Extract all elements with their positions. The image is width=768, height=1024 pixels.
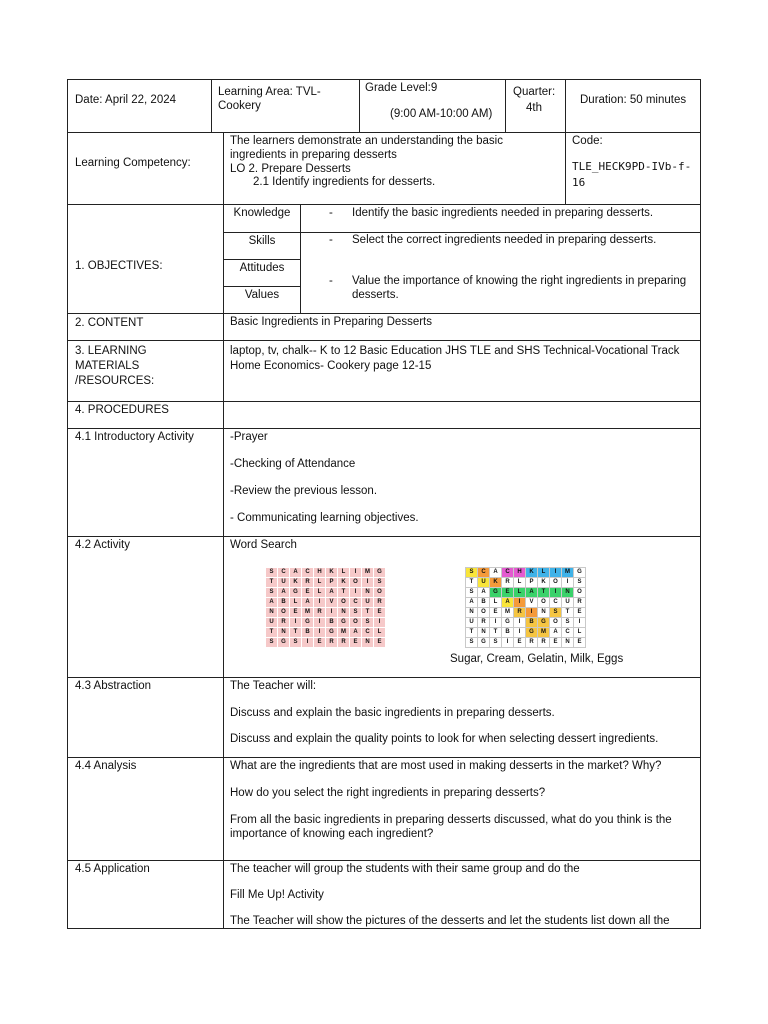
word-search-cell: A	[490, 568, 502, 578]
word-search-cell: G	[374, 568, 386, 578]
word-search-puzzle	[265, 567, 386, 648]
word-search-cell: O	[350, 578, 362, 588]
content-text: Basic Ingredients in Preparing Desserts	[230, 316, 432, 328]
word-search-cell: G	[490, 588, 502, 598]
word-search-row	[466, 638, 586, 648]
procedures-label: 4. PROCEDURES	[75, 404, 169, 416]
word-search-cell: I	[314, 598, 326, 608]
word-search-cell: A	[466, 598, 478, 608]
word-search-cell: O	[574, 588, 586, 598]
word-search-cell: R	[478, 618, 490, 628]
word-search-cell: T	[538, 588, 550, 598]
word-search-row	[466, 588, 586, 598]
word-search-cell: T	[266, 628, 278, 638]
word-search-cell: E	[574, 608, 586, 618]
word-search-cell: S	[266, 638, 278, 648]
word-search-cell: C	[302, 568, 314, 578]
word-search-cell: E	[514, 638, 526, 648]
word-search-cell: B	[302, 628, 314, 638]
word-search-cell: G	[478, 638, 490, 648]
word-search-cell: S	[562, 618, 574, 628]
abstraction-line: Discuss and explain the basic ingredients in preparing desserts.	[230, 707, 555, 719]
word-search-cell: G	[538, 618, 550, 628]
word-search-cell: A	[302, 598, 314, 608]
word-search-cell: K	[338, 578, 350, 588]
materials-text: laptop, tv, chalk-- K to 12 Basic Education JHS TLE and SHS Technical-Vocational Track Home Economics- Cookery page 12-15	[230, 345, 680, 372]
word-search-cell: C	[278, 568, 290, 578]
word-search-cell: T	[362, 608, 374, 618]
word-search-cell: O	[374, 588, 386, 598]
word-search-cell: I	[502, 638, 514, 648]
objectives-label: 1. OBJECTIVES:	[75, 260, 163, 272]
values-dash: -	[329, 275, 333, 287]
word-search-cell: O	[478, 608, 490, 618]
word-search-cell: E	[350, 638, 362, 648]
word-search-cell: I	[514, 628, 526, 638]
word-search-cell: V	[526, 598, 538, 608]
competency-line-3: 2.1 Identify ingredients for desserts.	[253, 176, 436, 188]
word-search-cell: U	[562, 598, 574, 608]
word-search-cell: G	[526, 628, 538, 638]
analysis-line: What are the ingredients that are most used in making desserts in the market? Why?	[230, 760, 662, 772]
application-line: Fill Me Up! Activity	[230, 889, 324, 901]
word-search-row	[266, 628, 386, 638]
word-search-cell: L	[338, 568, 350, 578]
word-search-cell: I	[362, 578, 374, 588]
grade-level: Grade Level:9	[365, 82, 438, 94]
word-search-cell: M	[538, 628, 550, 638]
table-border-left	[67, 79, 68, 929]
word-search-cell: S	[574, 578, 586, 588]
knowledge-dash: -	[329, 207, 333, 219]
word-search-cell: T	[338, 588, 350, 598]
word-search-cell: I	[514, 598, 526, 608]
word-search-cell: A	[550, 628, 562, 638]
word-search-cell: L	[314, 588, 326, 598]
word-search-cell: V	[326, 598, 338, 608]
values-text: Value the importance of knowing the right ingredients in preparing desserts.	[352, 275, 687, 301]
word-search-cell: T	[266, 578, 278, 588]
knowledge-label: Knowledge	[233, 207, 291, 219]
word-search-cell: N	[538, 608, 550, 618]
word-search-cell: A	[526, 588, 538, 598]
word-search-cell: N	[562, 638, 574, 648]
competency-line-2: LO 2. Prepare Desserts	[230, 163, 351, 175]
analysis-label: 4.4 Analysis	[75, 760, 137, 772]
class-time: (9:00 AM-10:00 AM)	[390, 108, 493, 120]
word-search-row	[466, 578, 586, 588]
word-search-cell: B	[478, 598, 490, 608]
word-search-cell: U	[278, 578, 290, 588]
word-search-cell: G	[502, 618, 514, 628]
word-search-row	[266, 588, 386, 598]
skills-dash: -	[329, 234, 333, 246]
word-search-cell: N	[338, 608, 350, 618]
word-search-cell: S	[550, 608, 562, 618]
word-search-cell: P	[526, 578, 538, 588]
word-search-cell: C	[362, 628, 374, 638]
word-search-row	[466, 628, 586, 638]
word-search-cell: N	[562, 588, 574, 598]
skills-label: Skills	[248, 235, 276, 247]
word-search-cell: R	[502, 578, 514, 588]
word-search-cell: O	[538, 598, 550, 608]
word-search-cell: A	[266, 598, 278, 608]
word-search-cell: N	[362, 588, 374, 598]
word-search-cell: I	[526, 608, 538, 618]
word-search-cell: S	[466, 588, 478, 598]
word-search-row	[266, 578, 386, 588]
word-search-cell: S	[290, 638, 302, 648]
word-search-cell: H	[314, 568, 326, 578]
word-search-cell: I	[374, 618, 386, 628]
word-search-cell: N	[266, 608, 278, 618]
word-search-cell: T	[490, 628, 502, 638]
duration: Duration: 50 minutes	[580, 94, 687, 106]
skills-text: Select the correct ingredients needed in preparing desserts.	[352, 234, 657, 246]
word-search-cell: R	[514, 608, 526, 618]
word-search-cell: O	[338, 598, 350, 608]
word-search-cell: L	[314, 578, 326, 588]
knowledge-text: Identify the basic ingredients needed in preparing desserts.	[352, 207, 654, 219]
competency-line-1: The learners demonstrate an understanding the basic ingredients in preparing desserts	[230, 135, 503, 161]
word-search-cell: M	[502, 608, 514, 618]
word-search-row	[266, 568, 386, 578]
word-search-cell: N	[466, 608, 478, 618]
code-label: Code:	[572, 135, 603, 147]
word-search-cell: O	[550, 578, 562, 588]
word-search-cell: R	[278, 618, 290, 628]
activity-title: Word Search	[230, 539, 297, 551]
word-search-cell: I	[314, 628, 326, 638]
word-search-cell: I	[514, 618, 526, 628]
intro-item: -Checking of Attendance	[230, 458, 356, 470]
abstraction-label: 4.3 Abstraction	[75, 680, 152, 692]
word-search-cell: E	[490, 608, 502, 618]
word-search-cell: E	[374, 638, 386, 648]
word-search-cell: C	[350, 598, 362, 608]
word-search-cell: K	[326, 568, 338, 578]
word-search-cell: I	[350, 568, 362, 578]
analysis-line: How do you select the right ingredients in preparing desserts?	[230, 787, 546, 799]
word-search-cell: B	[278, 598, 290, 608]
word-search-cell: H	[514, 568, 526, 578]
word-search-cell: R	[338, 638, 350, 648]
word-search-cell: R	[538, 638, 550, 648]
learning-area: Learning Area: TVL-Cookery	[218, 86, 321, 112]
application-label: 4.5 Application	[75, 863, 150, 875]
word-search-cell: A	[478, 588, 490, 598]
word-search-cell: E	[574, 638, 586, 648]
word-search-cell: A	[326, 588, 338, 598]
word-search-cell: I	[290, 618, 302, 628]
word-search-cell: I	[302, 638, 314, 648]
word-search-row	[266, 618, 386, 628]
intro-item: - Communicating learning objectives.	[230, 512, 419, 524]
word-search-cell: I	[562, 578, 574, 588]
word-search-cell: R	[574, 598, 586, 608]
word-search-cell: I	[326, 608, 338, 618]
word-search-cell: M	[562, 568, 574, 578]
application-line: The teacher will group the students with their same group and do the	[230, 863, 580, 875]
intro-item: -Prayer	[230, 431, 268, 443]
word-search-cell: B	[526, 618, 538, 628]
word-search-cell: I	[574, 618, 586, 628]
quarter-label: Quarter:	[513, 86, 556, 98]
word-search-cell: E	[502, 588, 514, 598]
word-search-cell: I	[350, 588, 362, 598]
word-search-cell: N	[278, 628, 290, 638]
word-search-row	[466, 598, 586, 608]
date: Date: April 22, 2024	[75, 94, 177, 106]
word-search-cell: S	[490, 638, 502, 648]
word-search-row	[466, 608, 586, 618]
word-search-cell: T	[290, 628, 302, 638]
word-search-cell: N	[362, 638, 374, 648]
word-search-cell: M	[338, 628, 350, 638]
word-search-row	[266, 638, 386, 648]
word-search-cell: B	[502, 628, 514, 638]
word-search-cell: E	[374, 608, 386, 618]
word-search-cell: L	[290, 598, 302, 608]
word-search-cell: A	[350, 628, 362, 638]
word-search-cell: G	[338, 618, 350, 628]
word-search-cell: L	[574, 628, 586, 638]
word-search-row	[466, 568, 586, 578]
word-search-cell: G	[302, 618, 314, 628]
word-search-cell: S	[350, 608, 362, 618]
word-search-cell: G	[290, 588, 302, 598]
word-search-cell: C	[502, 568, 514, 578]
word-search-cell: B	[326, 618, 338, 628]
word-search-cell: R	[326, 638, 338, 648]
word-search-cell: M	[302, 608, 314, 618]
attitudes-label: Attitudes	[239, 262, 285, 274]
values-label: Values	[244, 289, 280, 301]
word-search-cell: C	[550, 598, 562, 608]
intro-item: -Review the previous lesson.	[230, 485, 378, 497]
activity-label: 4.2 Activity	[75, 539, 130, 551]
word-search-cell: I	[550, 568, 562, 578]
word-search-cell: L	[514, 578, 526, 588]
application-line: The Teacher will show the pictures of the desserts and let the students list down all the	[230, 915, 670, 927]
word-search-cell: U	[266, 618, 278, 628]
word-search-cell: U	[466, 618, 478, 628]
word-search-cell: N	[478, 628, 490, 638]
word-search-cell: A	[502, 598, 514, 608]
word-search-cell: C	[562, 628, 574, 638]
word-search-cell: R	[302, 578, 314, 588]
word-search-cell: K	[290, 578, 302, 588]
word-search-cell: K	[538, 578, 550, 588]
word-search-cell: T	[466, 578, 478, 588]
word-search-cell: S	[466, 638, 478, 648]
word-search-answer-key	[465, 567, 586, 648]
word-search-cell: L	[374, 628, 386, 638]
word-search-cell: A	[290, 568, 302, 578]
word-search-cell: E	[302, 588, 314, 598]
word-search-cell: E	[290, 608, 302, 618]
word-search-cell: K	[526, 568, 538, 578]
word-search-cell: K	[490, 578, 502, 588]
word-search-cell: S	[466, 568, 478, 578]
word-search-cell: P	[326, 578, 338, 588]
word-search-cell: O	[278, 608, 290, 618]
word-search-row	[266, 598, 386, 608]
word-search-row	[266, 608, 386, 618]
table-border-right	[700, 79, 701, 929]
word-search-cell: O	[350, 618, 362, 628]
word-search-cell: I	[314, 618, 326, 628]
word-search-cell: R	[526, 638, 538, 648]
analysis-line: From all the basic ingredients in preparing desserts discussed, what do you think is the importance of knowing each ingredient?	[230, 814, 672, 840]
word-search-cell: U	[362, 598, 374, 608]
word-search-cell: U	[478, 578, 490, 588]
word-search-cell: I	[490, 618, 502, 628]
word-search-cell: R	[374, 598, 386, 608]
code-value: TLE_HECK9PD-IVb-f-16	[572, 160, 692, 189]
abstraction-line: The Teacher will:	[230, 680, 317, 692]
quarter-value: 4th	[526, 102, 542, 114]
word-search-cell: S	[362, 618, 374, 628]
abstraction-line: Discuss and explain the quality points to look for when selecting dessert ingredients.	[230, 733, 659, 745]
intro-label: 4.1 Introductory Activity	[75, 431, 194, 443]
answer-words: Sugar, Cream, Gelatin, Milk, Eggs	[450, 653, 624, 665]
content-label: 2. CONTENT	[75, 317, 144, 329]
word-search-cell: S	[266, 588, 278, 598]
word-search-cell: T	[466, 628, 478, 638]
word-search-cell: L	[514, 588, 526, 598]
word-search-cell: A	[278, 588, 290, 598]
word-search-cell: S	[266, 568, 278, 578]
word-search-cell: O	[550, 618, 562, 628]
word-search-cell: E	[314, 638, 326, 648]
word-search-row	[466, 618, 586, 628]
word-search-cell: L	[538, 568, 550, 578]
word-search-cell: C	[478, 568, 490, 578]
word-search-cell: G	[326, 628, 338, 638]
word-search-cell: S	[374, 578, 386, 588]
word-search-cell: T	[562, 608, 574, 618]
materials-label: 3. LEARNING MATERIALS /RESOURCES:	[75, 345, 155, 387]
word-search-cell: I	[550, 588, 562, 598]
word-search-cell: R	[314, 608, 326, 618]
competency-label: Learning Competency:	[75, 157, 191, 169]
word-search-cell: L	[490, 598, 502, 608]
word-search-cell: G	[278, 638, 290, 648]
word-search-cell: G	[574, 568, 586, 578]
word-search-cell: E	[550, 638, 562, 648]
word-search-cell: M	[362, 568, 374, 578]
